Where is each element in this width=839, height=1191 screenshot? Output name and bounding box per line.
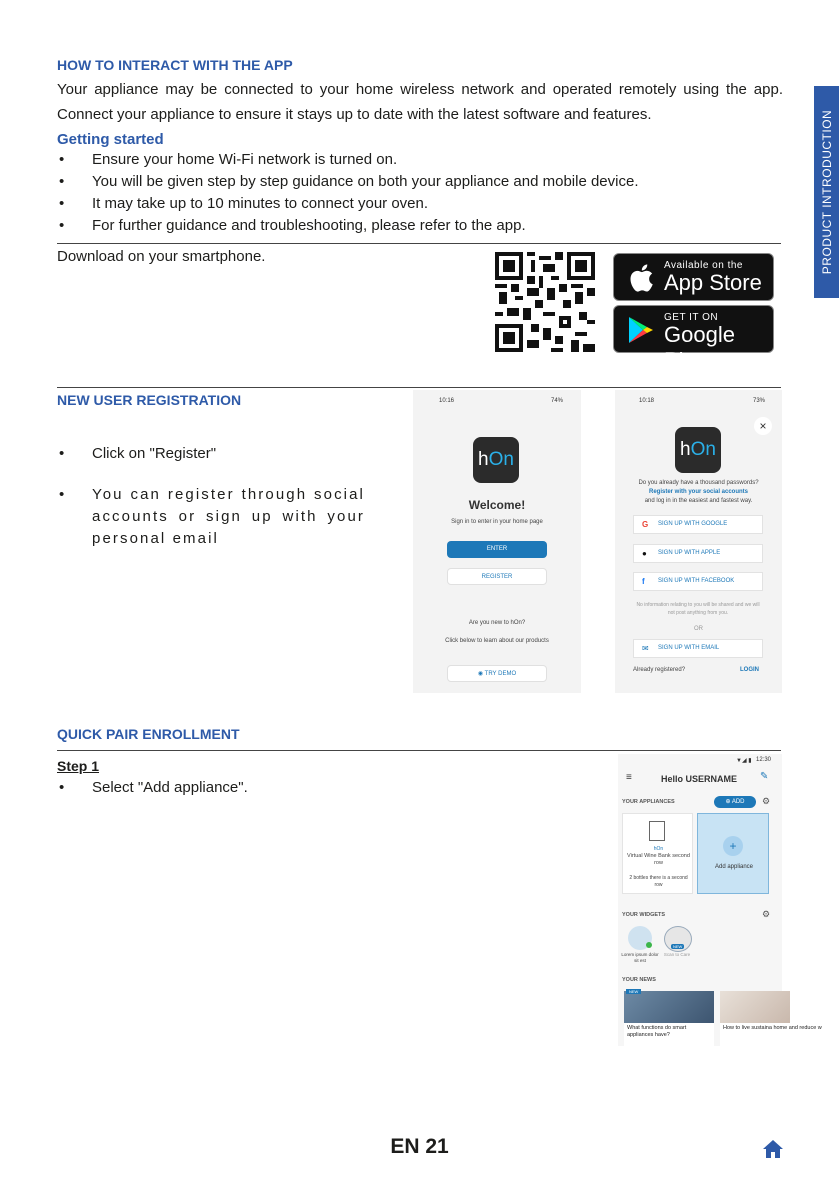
section-heading-quickpair: QUICK PAIR ENROLLMENT xyxy=(57,726,240,742)
section-heading-registration: NEW USER REGISTRATION xyxy=(57,392,242,408)
eye-icon: ◉ xyxy=(477,671,485,677)
hello-user: Hello USERNAME xyxy=(661,774,738,784)
add-appliance-label: Add appliance xyxy=(714,864,754,870)
news-card[interactable] xyxy=(624,991,714,1051)
app-store-small: Available on the xyxy=(664,260,743,271)
google-play-icon xyxy=(626,316,654,344)
section-heading-app: HOW TO INTERACT WITH THE APP xyxy=(57,57,293,73)
widget1-label: Lorem ipsum dolor sit est xyxy=(621,952,659,963)
divider xyxy=(57,387,781,388)
add-appliance-card[interactable] xyxy=(697,813,769,894)
status-icons: ▼◢ ▮ xyxy=(736,758,752,764)
qr-code-icon xyxy=(495,252,595,352)
side-tab-label: PRODUCT INTRODUCTION xyxy=(819,109,834,275)
settings-icon[interactable]: ⚙ xyxy=(762,909,771,919)
divider xyxy=(57,243,781,244)
or-text: OR xyxy=(694,626,703,632)
new-badge: NEW xyxy=(673,944,683,949)
wine-bank-icon xyxy=(649,821,665,841)
welcome-subtitle: Sign in to enter in your home page xyxy=(451,519,543,525)
list-item: • Ensure your home Wi-Fi network is turned on. xyxy=(57,149,777,171)
getting-started-heading: Getting started xyxy=(57,131,164,148)
google-play-button[interactable] xyxy=(613,305,774,373)
edit-icon[interactable]: ✎ xyxy=(760,771,769,782)
widget2-label: Scan to Care xyxy=(663,952,691,957)
close-icon[interactable]: × xyxy=(754,417,772,435)
card-brand: hOn xyxy=(653,846,664,852)
news-image xyxy=(624,991,714,1023)
try-demo-button[interactable] xyxy=(447,665,547,682)
list-item: • Select "Add appliance". xyxy=(57,777,457,799)
try-demo-label: TRY DEMO xyxy=(484,671,517,677)
new-to-text: Are you new to hOn? xyxy=(468,620,526,626)
list-item: • You can register through social accounts or sign up with your personal email xyxy=(57,484,365,550)
step-list xyxy=(57,777,457,799)
status-time: 12:30 xyxy=(756,757,772,763)
home-icon[interactable] xyxy=(762,1139,784,1159)
plus-icon: + xyxy=(723,836,743,856)
settings-icon[interactable]: ⚙ xyxy=(762,796,771,806)
card-note: 2 bottles there is a second row xyxy=(629,875,688,888)
step-heading: Step 1 xyxy=(57,758,100,774)
signup-easy: and log in in the easiest and fastest way. xyxy=(644,498,753,504)
welcome-title: Welcome! xyxy=(468,498,526,512)
phone-screen-welcome xyxy=(413,390,581,693)
mail-icon: ✉ xyxy=(642,644,649,653)
news2-title: How to live sustaina home and reduce w xyxy=(723,1025,822,1031)
list-item: • For further guidance and troubleshooting, please refer to the app. xyxy=(57,215,777,237)
already-registered: Already registered? xyxy=(633,667,686,673)
page-number: EN 21 xyxy=(390,1135,449,1158)
add-button[interactable]: ⊕ ADD xyxy=(714,796,756,808)
phone-screen-appliances xyxy=(618,754,822,1046)
enter-button[interactable]: ENTER xyxy=(447,541,547,558)
news-card[interactable] xyxy=(720,991,822,1051)
news1-title: What functions do smart appliances have? xyxy=(627,1025,687,1038)
signup-social: Register with your social accounts xyxy=(648,489,749,495)
status-time: 10:16 xyxy=(439,398,455,404)
download-text: Download on your smartphone. xyxy=(57,248,266,265)
apple-signup-button[interactable]: ● SIGN UP WITH APPLE xyxy=(633,544,763,563)
apple-icon xyxy=(628,263,654,293)
list-item: • It may take up to 10 minutes to connect your oven. xyxy=(57,193,777,215)
google-play-small: GET IT ON xyxy=(664,312,719,323)
signup-question: Do you already have a thousand passwords? xyxy=(638,480,759,486)
hon-logo: hOn xyxy=(675,427,721,473)
facebook-signup-button[interactable]: f SIGN UP WITH FACEBOOK xyxy=(633,572,763,591)
menu-icon[interactable]: ≡ xyxy=(626,772,632,783)
list-item: • You will be given step by step guidance on both your appliance and mobile device. xyxy=(57,171,777,193)
your-appliances-label: YOUR APPLIANCES xyxy=(622,799,675,805)
privacy-notice: No information relating to you will be shared and we will not post anything from you. xyxy=(636,602,760,616)
your-widgets-label: YOUR WIDGETS xyxy=(622,912,666,918)
apple-icon: ● xyxy=(642,549,647,558)
login-link[interactable]: LOGIN xyxy=(740,667,759,673)
status-dot xyxy=(646,942,652,948)
status-battery: 74% xyxy=(551,398,564,404)
side-tab xyxy=(814,86,839,298)
your-news-label: YOUR NEWS xyxy=(622,977,656,983)
intro-text: Your appliance may be connected to your home wireless network and operated remotely using the app. Connect your appliance to ensure it stays up to date with the latest software and features. xyxy=(57,81,783,123)
hon-logo: hOn xyxy=(473,437,519,483)
app-store-big: App Store xyxy=(664,270,762,295)
google-icon: G xyxy=(642,520,649,529)
new-badge: NEW xyxy=(626,989,641,994)
google-play-big: Google Play xyxy=(664,322,735,373)
google-signup-button[interactable]: G SIGN UP WITH GOOGLE xyxy=(633,515,763,534)
news-image xyxy=(720,991,790,1023)
status-battery: 73% xyxy=(753,398,766,404)
appliance-card[interactable] xyxy=(622,813,693,894)
email-signup-button[interactable]: ✉ SIGN UP WITH EMAIL xyxy=(633,639,763,658)
app-store-button[interactable] xyxy=(613,253,774,301)
registration-list xyxy=(57,443,365,550)
status-time: 10:18 xyxy=(639,398,655,404)
learn-text: Click below to learn about our products xyxy=(445,638,549,644)
divider xyxy=(57,750,781,751)
register-button[interactable]: REGISTER xyxy=(447,568,547,585)
facebook-icon: f xyxy=(642,577,645,586)
card-name: Virtual Wine Bank second row xyxy=(627,853,690,866)
list-item: • Click on "Register" xyxy=(57,443,365,465)
getting-started-list xyxy=(57,149,777,237)
